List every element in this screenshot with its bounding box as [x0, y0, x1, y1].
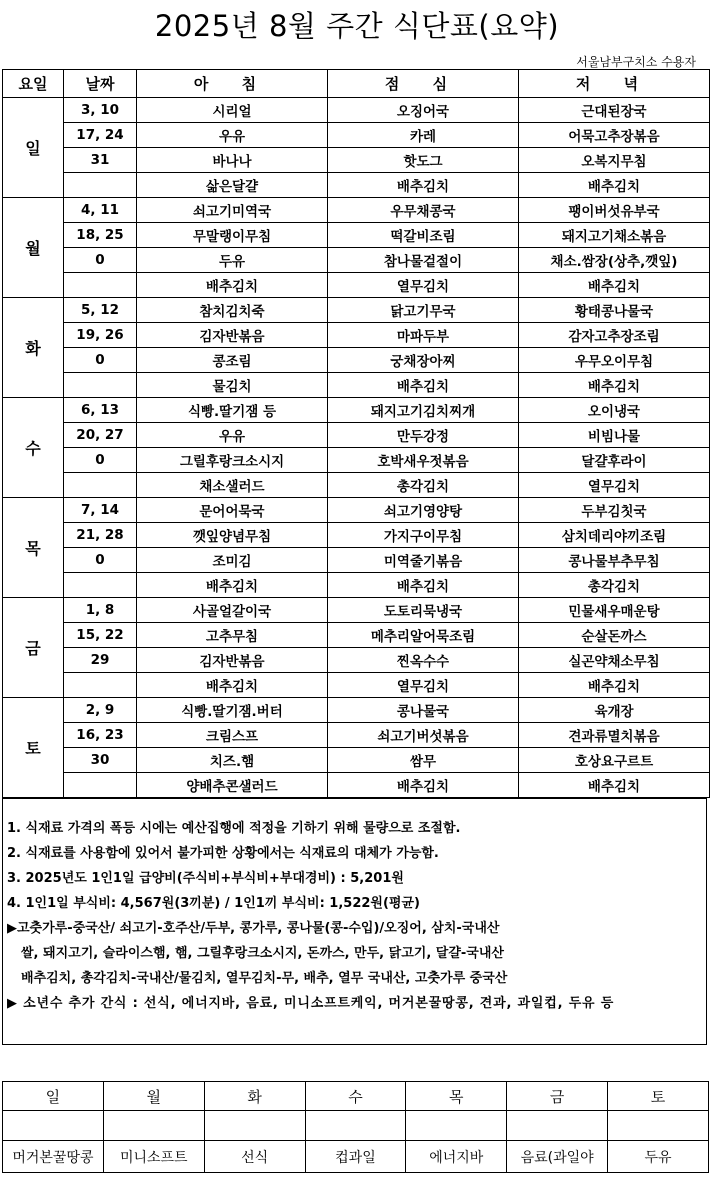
dinner-cell: 달걀후라이	[519, 448, 710, 473]
day-name: 목	[3, 498, 64, 598]
menu-row	[3, 773, 710, 798]
date-cell: 31	[64, 148, 137, 173]
breakfast-cell: 배추김치	[137, 273, 328, 298]
breakfast-cell: 식빵.딸기잼.버터	[137, 698, 328, 723]
breakfast-cell: 시리얼	[137, 98, 328, 123]
day-name: 토	[3, 698, 64, 798]
menu-row	[3, 423, 710, 448]
dinner-cell: 배추김치	[519, 273, 710, 298]
lunch-cell: 배추김치	[328, 373, 519, 398]
lunch-cell: 찐옥수수	[328, 648, 519, 673]
snack-item: 두유	[608, 1141, 709, 1173]
day-name: 금	[3, 598, 64, 698]
breakfast-cell: 식빵.딸기잼 등	[137, 398, 328, 423]
lunch-cell: 배추김치	[328, 573, 519, 598]
note-line: 4. 1인1일 부식비: 4,567원(3끼분) / 1인1끼 부식비: 1,522원(평균)	[7, 896, 420, 911]
breakfast-cell: 우유	[137, 423, 328, 448]
date-cell: 20, 27	[64, 423, 137, 448]
dinner-cell: 돼지고기채소볶음	[519, 223, 710, 248]
menu-row	[3, 223, 710, 248]
lunch-cell: 콩나물국	[328, 698, 519, 723]
lunch-cell: 메추리알어묵조림	[328, 623, 519, 648]
note-line: 쌀, 돼지고기, 슬라이스햄, 햄, 그릴후랑크소시지, 돈까스, 만두, 닭고기, 달걀-국내산	[21, 946, 504, 961]
snack-item: 머거본꿀땅콩	[3, 1141, 104, 1173]
menu-row	[3, 123, 710, 148]
lunch-cell: 배추김치	[328, 773, 519, 798]
breakfast-cell: 치즈.햄	[137, 748, 328, 773]
date-cell: 0	[64, 248, 137, 273]
snack-table	[2, 1081, 709, 1173]
menu-row	[3, 548, 710, 573]
dinner-cell: 배추김치	[519, 673, 710, 698]
menu-row	[3, 348, 710, 373]
lunch-cell: 닭고기무국	[328, 298, 519, 323]
dinner-cell: 두부김칫국	[519, 498, 710, 523]
breakfast-cell: 삶은달걀	[137, 173, 328, 198]
dinner-cell: 열무김치	[519, 473, 710, 498]
menu-row	[3, 523, 710, 548]
day-name: 화	[3, 298, 64, 398]
dinner-cell: 콩나물부추무침	[519, 548, 710, 573]
date-cell: 0	[64, 548, 137, 573]
lunch-cell: 카레	[328, 123, 519, 148]
snack-item-row	[3, 1141, 709, 1173]
date-cell: 2, 9	[64, 698, 137, 723]
dinner-cell: 오이냉국	[519, 398, 710, 423]
breakfast-cell: 김자반볶음	[137, 648, 328, 673]
lunch-cell: 참나물겉절이	[328, 248, 519, 273]
lunch-cell: 마파두부	[328, 323, 519, 348]
dinner-cell: 총각김치	[519, 573, 710, 598]
date-cell: 0	[64, 348, 137, 373]
header-day: 요일	[3, 70, 64, 98]
date-cell	[64, 473, 137, 498]
notes-box	[2, 797, 707, 1045]
date-cell: 5, 12	[64, 298, 137, 323]
menu-row	[3, 398, 710, 423]
dinner-cell: 우무오이무침	[519, 348, 710, 373]
snack-day: 수	[305, 1082, 406, 1111]
menu-row	[3, 323, 710, 348]
breakfast-cell: 배추김치	[137, 573, 328, 598]
lunch-cell: 떡갈비조림	[328, 223, 519, 248]
dinner-cell: 채소.쌈장(상추,깻잎)	[519, 248, 710, 273]
menu-row	[3, 198, 710, 223]
breakfast-cell: 채소샐러드	[137, 473, 328, 498]
lunch-cell: 배추김치	[328, 173, 519, 198]
breakfast-cell: 바나나	[137, 148, 328, 173]
breakfast-cell: 참치김치죽	[137, 298, 328, 323]
snack-item: 선식	[204, 1141, 305, 1173]
date-cell	[64, 573, 137, 598]
dinner-cell: 근대된장국	[519, 98, 710, 123]
note-line: 2. 식재료를 사용함에 있어서 불가피한 상황에서는 식재료의 대체가 가능함.	[7, 846, 439, 861]
menu-row	[3, 98, 710, 123]
menu-header-row	[3, 70, 710, 98]
lunch-cell: 돼지고기김치찌개	[328, 398, 519, 423]
page-title: 2025년 8월 주간 식단표(요약)	[154, 9, 560, 43]
dinner-cell: 배추김치	[519, 173, 710, 198]
note-line: ▶ 소년수 추가 간식 : 선식, 에너지바, 음료, 미니소프트케익, 머거본꿀땅콩, 견과, 과일컵, 두유 등	[7, 996, 615, 1011]
date-cell	[64, 273, 137, 298]
date-cell: 29	[64, 648, 137, 673]
lunch-cell: 궁채장아찌	[328, 348, 519, 373]
menu-row	[3, 648, 710, 673]
snack-day: 금	[507, 1082, 608, 1111]
breakfast-cell: 양배추콘샐러드	[137, 773, 328, 798]
breakfast-cell: 우유	[137, 123, 328, 148]
date-cell: 6, 13	[64, 398, 137, 423]
breakfast-cell: 물김치	[137, 373, 328, 398]
date-cell: 15, 22	[64, 623, 137, 648]
snack-item: 음료(과일야	[507, 1141, 608, 1173]
snack-day: 화	[204, 1082, 305, 1111]
breakfast-cell: 크림스프	[137, 723, 328, 748]
date-cell: 7, 14	[64, 498, 137, 523]
breakfast-cell: 문어어묵국	[137, 498, 328, 523]
snack-day: 월	[103, 1082, 204, 1111]
breakfast-cell: 고추무침	[137, 623, 328, 648]
breakfast-cell: 두유	[137, 248, 328, 273]
dinner-cell: 견과류멸치볶음	[519, 723, 710, 748]
breakfast-cell: 콩조림	[137, 348, 328, 373]
menu-row	[3, 673, 710, 698]
dinner-cell: 비빔나물	[519, 423, 710, 448]
dinner-cell: 오복지무침	[519, 148, 710, 173]
date-cell	[64, 773, 137, 798]
date-cell: 30	[64, 748, 137, 773]
dinner-cell: 배추김치	[519, 373, 710, 398]
lunch-cell: 미역줄기볶음	[328, 548, 519, 573]
menu-row	[3, 373, 710, 398]
menu-row	[3, 448, 710, 473]
lunch-cell: 오징어국	[328, 98, 519, 123]
note-line: 배추김치, 총각김치-국내산/물김치, 열무김치-무, 배추, 열무 국내산, 고춧가루 중국산	[21, 971, 508, 986]
day-name: 일	[3, 98, 64, 198]
menu-row	[3, 298, 710, 323]
header-dinner: 저 녁	[519, 70, 710, 98]
menu-body	[3, 98, 710, 798]
date-cell	[64, 173, 137, 198]
date-cell: 4, 11	[64, 198, 137, 223]
date-cell: 3, 10	[64, 98, 137, 123]
lunch-cell: 호박새우젓볶음	[328, 448, 519, 473]
menu-row	[3, 573, 710, 598]
menu-row	[3, 748, 710, 773]
breakfast-cell: 그릴후랑크소시지	[137, 448, 328, 473]
date-cell: 17, 24	[64, 123, 137, 148]
snack-day: 일	[3, 1082, 104, 1111]
lunch-cell: 가지구이무침	[328, 523, 519, 548]
lunch-cell: 우무채콩국	[328, 198, 519, 223]
date-cell: 1, 8	[64, 598, 137, 623]
breakfast-cell: 쇠고기미역국	[137, 198, 328, 223]
note-line: ▶고춧가루-중국산/ 쇠고기-호주산/두부, 콩가루, 콩나물(콩-수입)/오징어, 삼치-국내산	[7, 921, 500, 936]
dinner-cell: 배추김치	[519, 773, 710, 798]
snack-header-row	[3, 1082, 709, 1111]
menu-row	[3, 498, 710, 523]
dinner-cell: 팽이버섯유부국	[519, 198, 710, 223]
breakfast-cell: 김자반볶음	[137, 323, 328, 348]
lunch-cell: 만두강정	[328, 423, 519, 448]
snack-item: 컵과일	[305, 1141, 406, 1173]
dinner-cell: 민물새우매운탕	[519, 598, 710, 623]
snack-item: 미니소프트	[103, 1141, 204, 1173]
header-breakfast: 아 침	[137, 70, 328, 98]
snack-item: 에너지바	[406, 1141, 507, 1173]
menu-row	[3, 473, 710, 498]
day-name: 월	[3, 198, 64, 298]
note-line: 3. 2025년도 1인1일 급양비(주식비+부식비+부대경비) : 5,201원	[7, 871, 404, 886]
dinner-cell: 어묵고추장볶음	[519, 123, 710, 148]
snack-day: 토	[608, 1082, 709, 1111]
breakfast-cell: 조미김	[137, 548, 328, 573]
menu-row	[3, 148, 710, 173]
date-cell: 0	[64, 448, 137, 473]
lunch-cell: 쇠고기버섯볶음	[328, 723, 519, 748]
snack-blank-row	[3, 1111, 709, 1141]
date-cell	[64, 673, 137, 698]
breakfast-cell: 깻잎양념무침	[137, 523, 328, 548]
breakfast-cell: 사골얼갈이국	[137, 598, 328, 623]
lunch-cell: 쌈무	[328, 748, 519, 773]
lunch-cell: 열무김치	[328, 673, 519, 698]
menu-row	[3, 623, 710, 648]
facility-label: 서울남부구치소 수용자	[576, 55, 696, 69]
date-cell: 21, 28	[64, 523, 137, 548]
dinner-cell: 호상요구르트	[519, 748, 710, 773]
menu-row	[3, 598, 710, 623]
lunch-cell: 총각김치	[328, 473, 519, 498]
dinner-cell: 육개장	[519, 698, 710, 723]
dinner-cell: 삼치데리야끼조림	[519, 523, 710, 548]
dinner-cell: 순살돈까스	[519, 623, 710, 648]
snack-day: 목	[406, 1082, 507, 1111]
dinner-cell: 감자고추장조림	[519, 323, 710, 348]
menu-row	[3, 248, 710, 273]
day-name: 수	[3, 398, 64, 498]
weekly-menu-table	[2, 69, 710, 798]
date-cell	[64, 373, 137, 398]
header-lunch: 점 심	[328, 70, 519, 98]
note-line: 1. 식재료 가격의 폭등 시에는 예산집행에 적정을 기하기 위해 물량으로 조절함.	[7, 821, 461, 836]
menu-row	[3, 173, 710, 198]
menu-row	[3, 698, 710, 723]
lunch-cell: 도토리묵냉국	[328, 598, 519, 623]
breakfast-cell: 무말랭이무침	[137, 223, 328, 248]
date-cell: 18, 25	[64, 223, 137, 248]
lunch-cell: 쇠고기영양탕	[328, 498, 519, 523]
menu-row	[3, 273, 710, 298]
lunch-cell: 열무김치	[328, 273, 519, 298]
breakfast-cell: 배추김치	[137, 673, 328, 698]
date-cell: 19, 26	[64, 323, 137, 348]
menu-row	[3, 723, 710, 748]
dinner-cell: 황태콩나물국	[519, 298, 710, 323]
header-date: 날짜	[64, 70, 137, 98]
dinner-cell: 실곤약채소무침	[519, 648, 710, 673]
date-cell: 16, 23	[64, 723, 137, 748]
lunch-cell: 핫도그	[328, 148, 519, 173]
